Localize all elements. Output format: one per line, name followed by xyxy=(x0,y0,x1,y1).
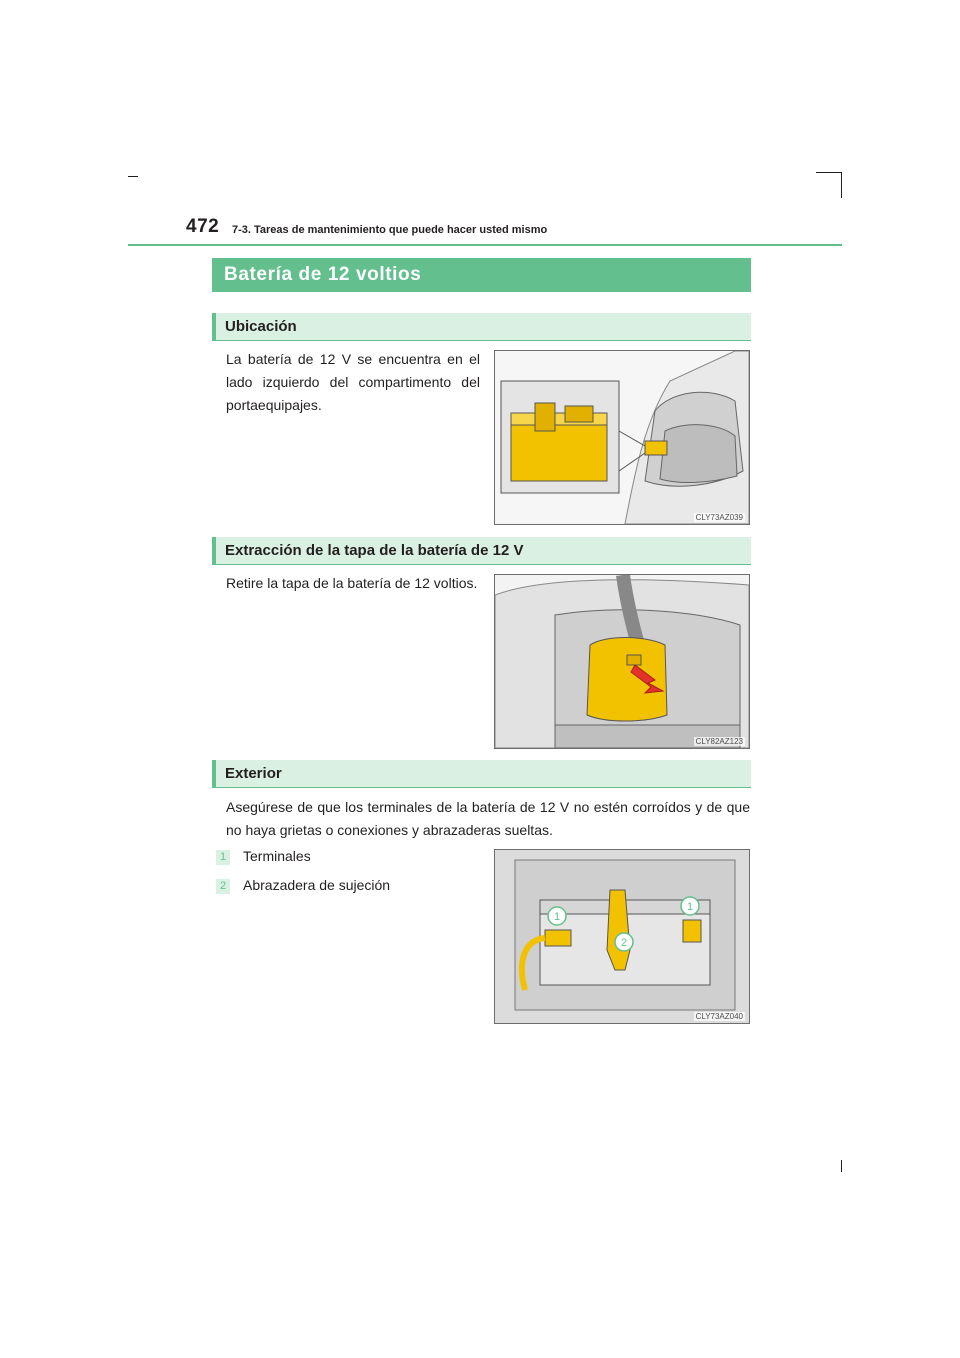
section-title: Batería de 12 voltios xyxy=(212,258,751,292)
subheading-ubicacion: Ubicación xyxy=(212,313,751,341)
figure-battery-cover-removal xyxy=(494,574,750,749)
list-label: Terminales xyxy=(243,848,311,864)
chapter-title: 7-3. Tareas de mantenimiento que puede hacer usted mismo xyxy=(232,224,548,236)
figure-callout: 2 xyxy=(620,937,628,949)
crop-mark-top-left xyxy=(128,176,138,177)
crop-mark-bottom-right-v xyxy=(841,1160,842,1172)
list-marker: 1 xyxy=(216,850,230,865)
figure-battery-location xyxy=(494,350,750,525)
battery-exterior-illustration xyxy=(495,850,749,1023)
figure-callout: 1 xyxy=(686,901,694,913)
page-number: 472 xyxy=(186,216,220,237)
figure-code: CLY73AZ040 xyxy=(695,1012,743,1021)
extraccion-text: Retire la tapa de la batería de 12 voltios. xyxy=(226,575,478,591)
figure-code: CLY73AZ039 xyxy=(695,513,743,522)
crop-mark-top-right-h xyxy=(816,172,842,173)
figure-battery-exterior xyxy=(494,849,750,1024)
header-rule xyxy=(128,244,842,246)
list-item xyxy=(216,846,311,866)
ubicacion-text: La batería de 12 V se encuentra en el lado izquierdo del compartimento del portaequipajes. xyxy=(226,351,480,413)
subheading-extraccion: Extracción de la tapa de la batería de 12 V xyxy=(212,537,751,565)
subheading-exterior: Exterior xyxy=(212,760,751,788)
battery-cover-illustration xyxy=(495,575,749,748)
crop-mark-top-right-v xyxy=(841,172,842,198)
list-label: Abrazadera de sujeción xyxy=(243,877,391,893)
figure-callout: 1 xyxy=(553,911,561,923)
list-marker: 2 xyxy=(216,879,230,894)
exterior-text: Asegúrese de que los terminales de la batería de 12 V no estén corroídos y de que no haya grietas o conexiones y abrazaderas sueltas. xyxy=(226,799,750,838)
figure-code: CLY82AZ123 xyxy=(695,737,743,746)
list-item xyxy=(216,875,390,895)
battery-location-illustration xyxy=(495,351,749,524)
